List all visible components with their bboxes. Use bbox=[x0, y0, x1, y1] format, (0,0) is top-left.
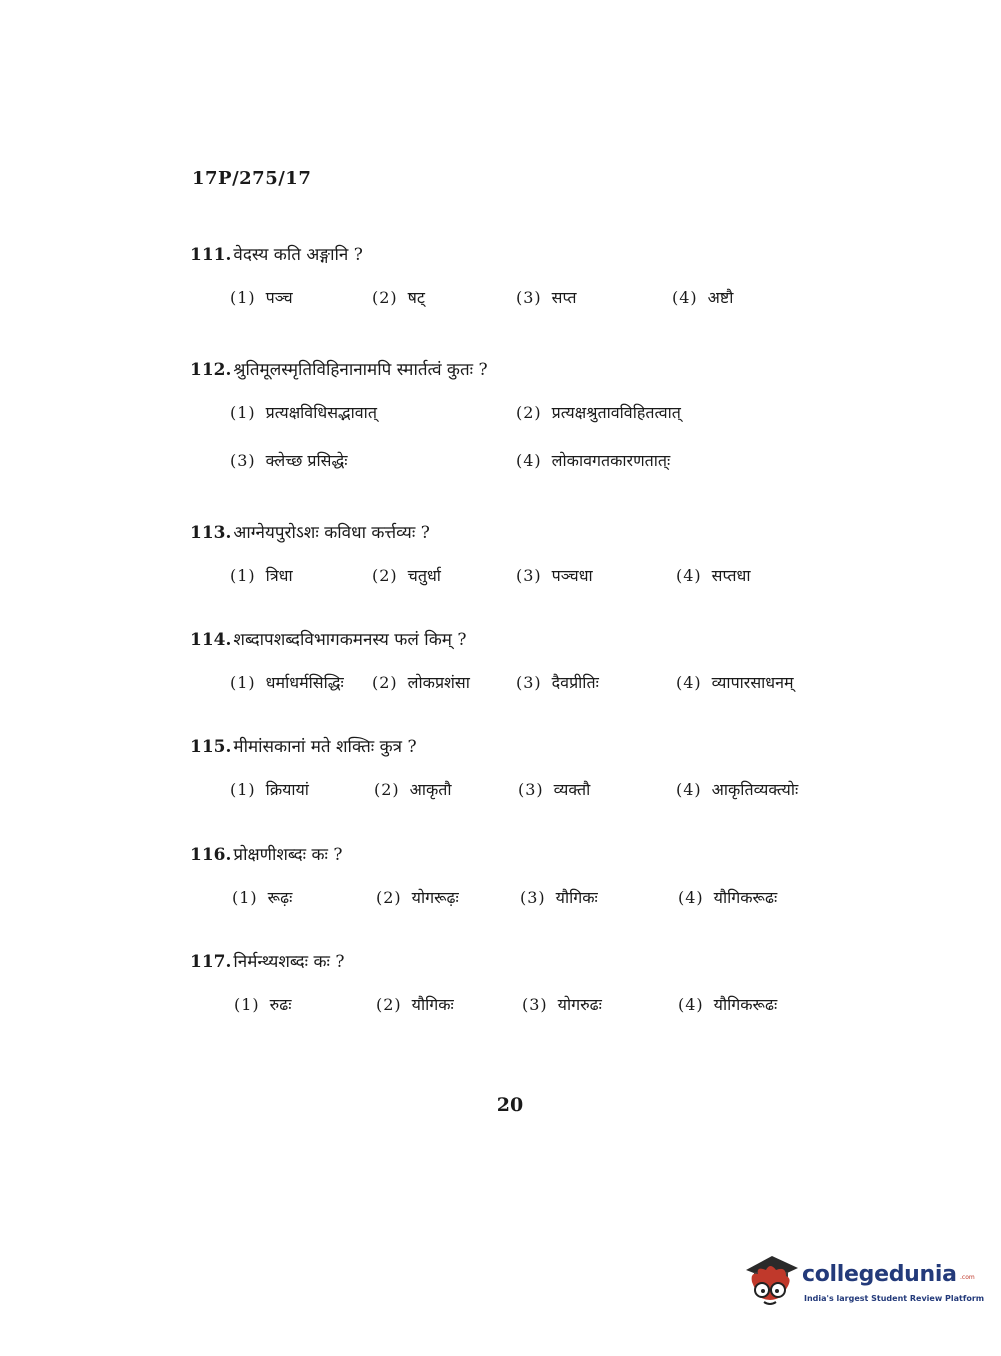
option-3: (3) व्यक्तौ bbox=[518, 780, 591, 799]
option-1: (1) रुढः bbox=[234, 995, 292, 1014]
collegedunia-watermark bbox=[742, 1252, 985, 1312]
option-3: (3) योगरुढः bbox=[522, 995, 602, 1014]
option-1: (1) पञ्च bbox=[230, 288, 293, 307]
option-1: (1) प्रत्यक्षविधिसद्भावात् bbox=[230, 403, 377, 422]
question-111 bbox=[190, 240, 870, 320]
question-117 bbox=[190, 947, 870, 1027]
option-4: (4) लोकावगतकारणतात्ः bbox=[516, 451, 671, 470]
question-number: 117. bbox=[190, 952, 232, 972]
question-text: प्रोक्षणीशब्दः कः ? bbox=[233, 845, 343, 865]
graduate-mascot-icon bbox=[742, 1252, 798, 1312]
option-2: (2) यौगिकः bbox=[376, 995, 454, 1014]
option-3: (3) क्लेच्छ प्रसिद्धेः bbox=[230, 451, 348, 470]
option-2: (2) योगरूढ़ः bbox=[376, 888, 459, 907]
question-number: 113. bbox=[190, 523, 232, 543]
option-4: (4) व्यापारसाधनम् bbox=[676, 673, 794, 692]
question-116 bbox=[190, 840, 870, 920]
question-number: 114. bbox=[190, 630, 232, 650]
option-2: (2) लोकप्रशंसा bbox=[372, 673, 470, 692]
option-2: (2) षट् bbox=[372, 288, 425, 307]
options bbox=[190, 286, 870, 320]
question-text: श्रुतिमूलस्मृतिविहिनानामपि स्मार्तत्वं कुतः ? bbox=[233, 360, 488, 380]
options bbox=[190, 401, 870, 497]
option-3: (3) पञ्चधा bbox=[516, 566, 593, 585]
options bbox=[190, 778, 870, 812]
question-112 bbox=[190, 355, 870, 497]
option-2: (2) प्रत्यक्षश्रुतावविहितत्वात् bbox=[516, 403, 681, 422]
question-number: 111. bbox=[190, 245, 232, 265]
question-115 bbox=[190, 732, 870, 812]
option-4: (4) अष्टौ bbox=[672, 288, 734, 307]
option-1: (1) धर्माधर्मसिद्धिः bbox=[230, 673, 344, 692]
question-113 bbox=[190, 518, 870, 598]
question-text: निर्मन्थ्यशब्दः कः ? bbox=[233, 952, 345, 972]
option-1: (1) रूढ़ः bbox=[232, 888, 293, 907]
question-number: 112. bbox=[190, 360, 232, 380]
brand-tagline: India's largest Student Review Platform bbox=[804, 1294, 985, 1303]
options bbox=[190, 671, 870, 705]
brand-name: collegedunia bbox=[802, 1262, 957, 1287]
options bbox=[190, 993, 870, 1027]
question-text: मीमांसकानां मते शक्तिः कुत्र ? bbox=[233, 737, 417, 757]
option-3: (3) दैवप्रीतिः bbox=[516, 673, 599, 692]
option-4: (4) यौगिकरूढः bbox=[678, 995, 778, 1014]
option-4: (4) यौगिकरूढः bbox=[678, 888, 778, 907]
question-text: आग्नेयपुरोऽशः कविधा कर्त्तव्यः ? bbox=[233, 523, 430, 543]
question-114 bbox=[190, 625, 870, 705]
paper-code: 17P/275/17 bbox=[192, 168, 312, 189]
question-number: 116. bbox=[190, 845, 232, 865]
question-number: 115. bbox=[190, 737, 232, 757]
option-3: (3) सप्त bbox=[516, 288, 577, 307]
question-text: शब्दापशब्दविभागकमनस्य फलं किम् ? bbox=[233, 630, 467, 650]
brand-suffix: .com bbox=[960, 1274, 975, 1281]
option-3: (3) यौगिकः bbox=[520, 888, 598, 907]
options bbox=[190, 886, 870, 920]
option-2: (2) आकृतौ bbox=[374, 780, 452, 799]
option-1: (1) त्रिधा bbox=[230, 566, 293, 585]
question-text: वेदस्य कति अङ्गानि ? bbox=[233, 245, 363, 265]
page-number: 20 bbox=[496, 1094, 524, 1116]
option-1: (1) क्रियायां bbox=[230, 780, 309, 799]
options bbox=[190, 564, 870, 598]
option-4: (4) आकृतिव्यक्त्योः bbox=[676, 780, 799, 799]
option-4: (4) सप्तधा bbox=[676, 566, 751, 585]
option-2: (2) चतुर्धा bbox=[372, 566, 441, 585]
